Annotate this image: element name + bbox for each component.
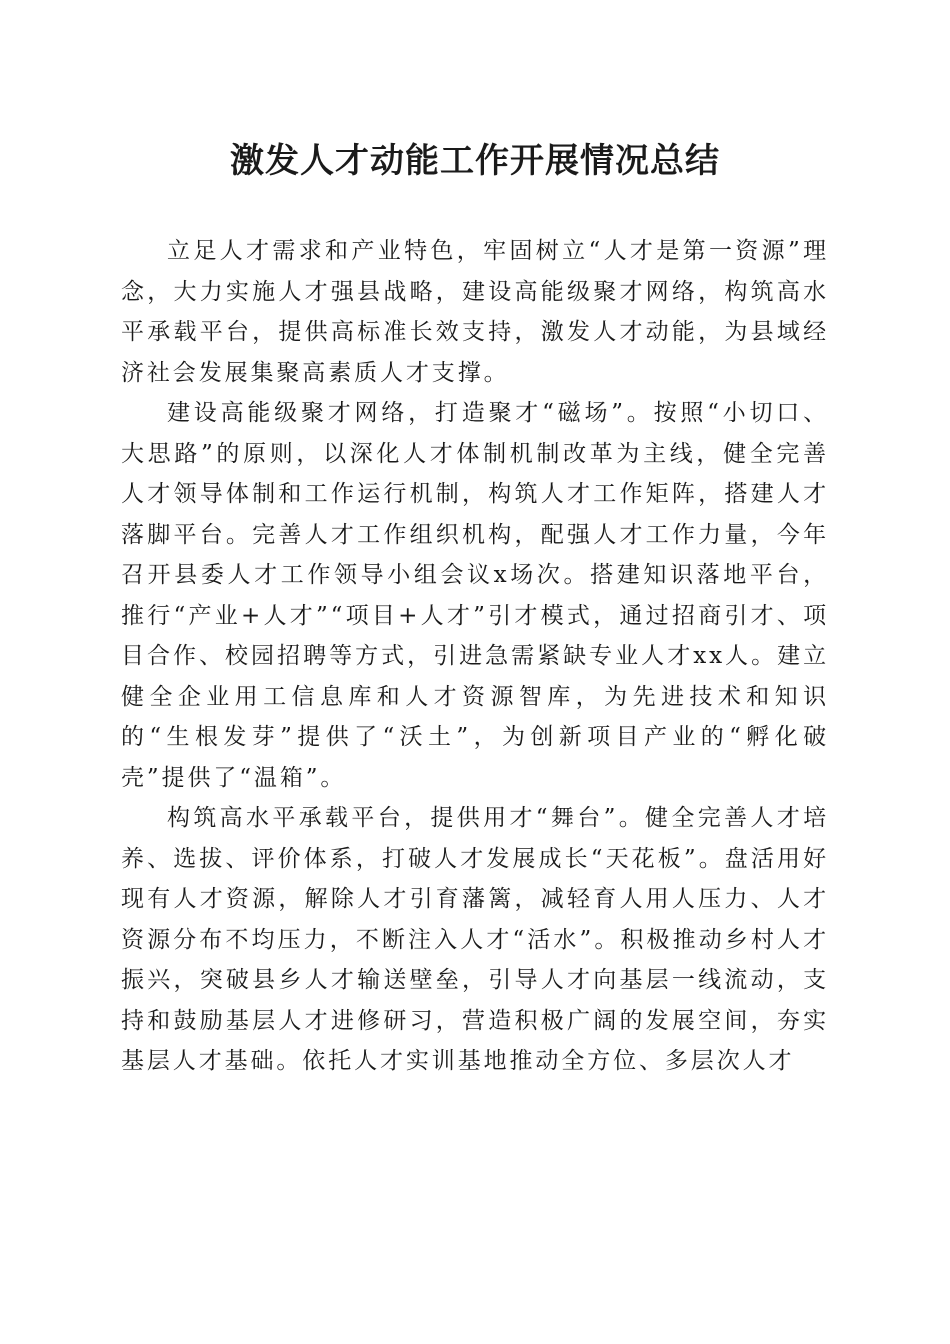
paragraph-talent-platform: 构筑高水平承载平台，提供用才“舞台”。健全完善人才培养、选拔、评价体系，打破人才发展成长“天花板”。盘活用好现有人才资源，解除人才引育藩篱，减轻育人用人压力、人才资源分布不均压力，不断注入人才“活水”。积极推动乡村人才振兴，突破县乡人才输送壁垒，引导人才向基层一线流动，支持和鼓励基层人才进修研习，营造积极广阔的发展空间，夯实基层人才基础。依托人才实训基地推动全方位、多层次人才: [121, 805, 829, 1074]
paragraph-intro: 立足人才需求和产业特色，牢固树立“人才是第一资源”理念，大力实施人才强县战略，建设高能级聚才网络，构筑高水平承载平台，提供高标准长效支持，激发人才动能，为县域经济社会发展集聚高素质人才支撑。: [121, 238, 829, 386]
document-title: 激发人才动能工作开展情况总结: [230, 141, 720, 181]
paragraph-talent-network: 建设高能级聚才网络，打造聚才“磁场”。按照“小切口、大思路”的原则，以深化人才体制机制改革为主线，健全完善人才领导体制和工作运行机制，构筑人才工作矩阵，搭建人才落脚平台。完善人才工作组织机构，配强人才工作力量，今年召开县委人才工作领导小组会议x场次。搭建知识落地平台，推行“产业+人才”“项目+人才”引才模式，通过招商引才、项目合作、校园招聘等方式，引进急需紧缺专业人才xx人。建立健全企业用工信息库和人才资源智库，为先进技术和知识的“生根发芽”提供了“沃土”，为创新项目产业的“孵化破壳”提供了“温箱”。: [121, 400, 829, 791]
document-body: [121, 231, 829, 1082]
